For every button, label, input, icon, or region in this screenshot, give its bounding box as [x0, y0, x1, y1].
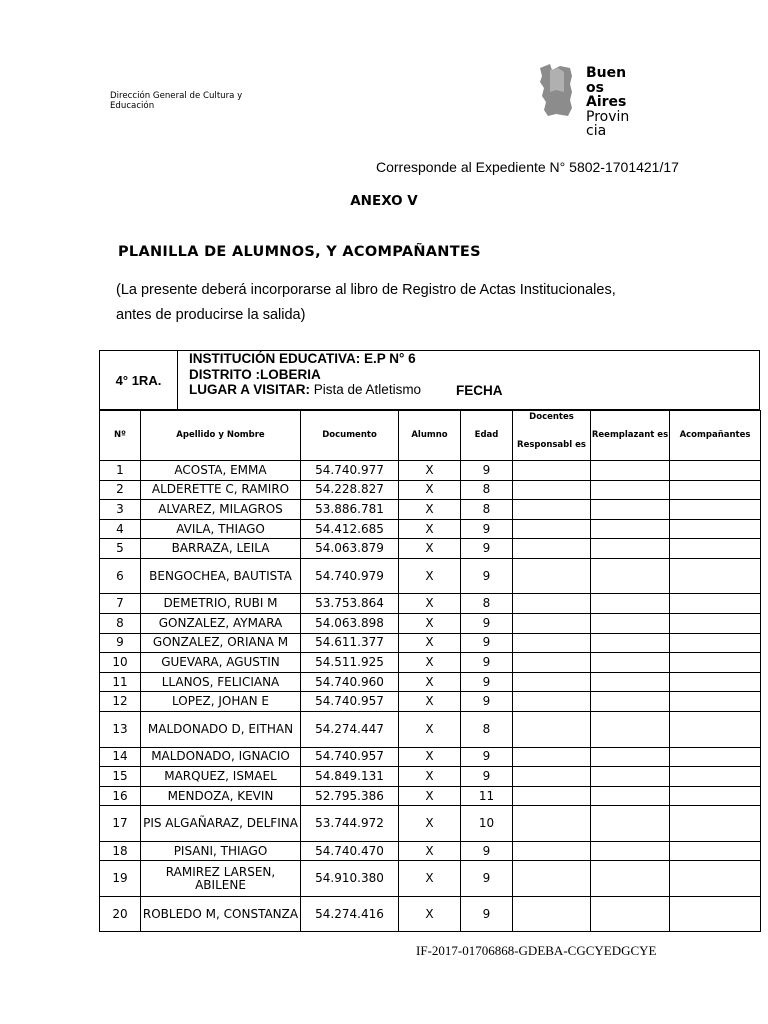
col-responsables-label: Responsabl es [517, 440, 586, 450]
cell-reemplazantes [591, 672, 670, 692]
table-row [100, 614, 761, 634]
cell-docentes [513, 519, 591, 539]
expediente-reference: Corresponde al Expediente N° 5802-1701421/17 [376, 159, 679, 175]
cell-acompanantes [670, 841, 761, 861]
cell-document: 54.740.979 [301, 558, 399, 594]
cell-number: 10 [100, 653, 141, 673]
cell-name: LLANOS, FELICIANA [141, 672, 301, 692]
cell-age: 9 [461, 519, 513, 539]
cell-age: 8 [461, 500, 513, 520]
cell-student: X [399, 861, 461, 897]
cell-student: X [399, 614, 461, 634]
cell-document: 54.063.898 [301, 614, 399, 634]
cell-student: X [399, 480, 461, 500]
cell-age: 9 [461, 896, 513, 932]
department-name: Dirección General de Cultura y Educación [110, 91, 243, 111]
cell-document: 54.740.977 [301, 461, 399, 481]
cell-acompanantes [670, 767, 761, 787]
cell-docentes [513, 461, 591, 481]
cell-acompanantes [670, 480, 761, 500]
cell-document: 54.611.377 [301, 633, 399, 653]
cell-reemplazantes [591, 861, 670, 897]
cell-docentes [513, 786, 591, 806]
cell-name: ACOSTA, EMMA [141, 461, 301, 481]
col-docentes [513, 411, 591, 461]
cell-reemplazantes [591, 747, 670, 767]
cell-docentes [513, 653, 591, 673]
anexo-title: ANEXO V [350, 193, 418, 209]
cell-document: 53.744.972 [301, 806, 399, 842]
col-reemplazantes: Reemplazant es [591, 411, 670, 461]
planilla-title: PLANILLA DE ALUMNOS, Y ACOMPAÑANTES [118, 244, 481, 260]
cell-age: 9 [461, 841, 513, 861]
cell-docentes [513, 692, 591, 712]
cell-reemplazantes [591, 633, 670, 653]
cell-number: 6 [100, 558, 141, 594]
cell-number: 5 [100, 539, 141, 559]
cell-age: 9 [461, 539, 513, 559]
cell-student: X [399, 747, 461, 767]
cell-docentes [513, 558, 591, 594]
cell-acompanantes [670, 519, 761, 539]
cell-docentes [513, 480, 591, 500]
cell-student: X [399, 896, 461, 932]
cell-name: RAMIREZ LARSEN, ABILENE [141, 861, 301, 897]
cell-student: X [399, 712, 461, 748]
cell-document: 54.511.925 [301, 653, 399, 673]
cell-name: PISANI, THIAGO [141, 841, 301, 861]
logo-line-2: os [586, 79, 604, 96]
cell-student: X [399, 672, 461, 692]
cell-document: 54.740.957 [301, 747, 399, 767]
cell-age: 9 [461, 633, 513, 653]
col-name: Apellido y Nombre [141, 411, 301, 461]
cell-name: PIS ALGAÑARAZ, DELFINA [141, 806, 301, 842]
cell-acompanantes [670, 653, 761, 673]
visit-value: Pista de Atletismo [313, 382, 422, 397]
institution-header [99, 350, 760, 410]
cell-acompanantes [670, 500, 761, 520]
students-table [99, 410, 761, 932]
cell-name: BARRAZA, LEILA [141, 539, 301, 559]
cell-document: 53.753.864 [301, 594, 399, 614]
table-row [100, 539, 761, 559]
cell-document: 54.274.416 [301, 896, 399, 932]
cell-age: 11 [461, 786, 513, 806]
table-row [100, 480, 761, 500]
cell-acompanantes [670, 614, 761, 634]
cell-name: MENDOZA, KEVIN [141, 786, 301, 806]
cell-name: ALDERETTE C, RAMIRO [141, 480, 301, 500]
cell-number: 2 [100, 480, 141, 500]
cell-number: 20 [100, 896, 141, 932]
cell-name: LOPEZ, JOHAN E [141, 692, 301, 712]
institution-line [189, 351, 421, 367]
cell-acompanantes [670, 633, 761, 653]
cell-number: 9 [100, 633, 141, 653]
note-line-2: antes de producirse la salida) [116, 307, 306, 323]
cell-document: 52.795.386 [301, 786, 399, 806]
table-row [100, 767, 761, 787]
cell-age: 8 [461, 594, 513, 614]
table-row [100, 861, 761, 897]
cell-student: X [399, 519, 461, 539]
cell-number: 7 [100, 594, 141, 614]
cell-name: GONZALEZ, AYMARA [141, 614, 301, 634]
cell-name: ROBLEDO M, CONSTANZA [141, 896, 301, 932]
table-row [100, 786, 761, 806]
cell-acompanantes [670, 747, 761, 767]
cell-name: GUEVARA, AGUSTIN [141, 653, 301, 673]
cell-student: X [399, 653, 461, 673]
cell-student: X [399, 841, 461, 861]
district-line [189, 367, 421, 383]
table-row [100, 841, 761, 861]
cell-reemplazantes [591, 558, 670, 594]
cell-age: 9 [461, 747, 513, 767]
col-document: Documento [301, 411, 399, 461]
cell-document: 54.910.380 [301, 861, 399, 897]
cell-document: 54.412.685 [301, 519, 399, 539]
cell-acompanantes [670, 558, 761, 594]
cell-student: X [399, 594, 461, 614]
cell-student: X [399, 633, 461, 653]
logo-line-5: cia [586, 123, 607, 139]
cell-reemplazantes [591, 653, 670, 673]
cell-age: 9 [461, 692, 513, 712]
note-line-1: (La presente deberá incorporarse al libro de Registro de Actas Institucionales, [116, 282, 616, 298]
cell-reemplazantes [591, 614, 670, 634]
cell-acompanantes [670, 896, 761, 932]
cell-reemplazantes [591, 480, 670, 500]
cell-docentes [513, 861, 591, 897]
cell-name: MALDONADO D, EITHAN [141, 712, 301, 748]
cell-acompanantes [670, 539, 761, 559]
col-student: Alumno [399, 411, 461, 461]
cell-document: 54.740.960 [301, 672, 399, 692]
visit-line [189, 382, 421, 398]
cell-reemplazantes [591, 786, 670, 806]
cell-number: 4 [100, 519, 141, 539]
cell-docentes [513, 712, 591, 748]
cell-acompanantes [670, 712, 761, 748]
cell-number: 11 [100, 672, 141, 692]
cell-number: 14 [100, 747, 141, 767]
cell-student: X [399, 806, 461, 842]
cell-acompanantes [670, 672, 761, 692]
table-row [100, 519, 761, 539]
cell-number: 16 [100, 786, 141, 806]
cell-document: 54.274.447 [301, 712, 399, 748]
cell-age: 10 [461, 806, 513, 842]
cell-student: X [399, 767, 461, 787]
cell-reemplazantes [591, 806, 670, 842]
col-age: Edad [461, 411, 513, 461]
col-docentes-label: Docentes [529, 412, 574, 422]
cell-docentes [513, 500, 591, 520]
cell-reemplazantes [591, 767, 670, 787]
cell-acompanantes [670, 786, 761, 806]
cell-student: X [399, 539, 461, 559]
cell-number: 19 [100, 861, 141, 897]
cell-number: 8 [100, 614, 141, 634]
cell-document: 54.740.470 [301, 841, 399, 861]
cell-student: X [399, 500, 461, 520]
table-row [100, 712, 761, 748]
cell-document: 53.886.781 [301, 500, 399, 520]
cell-number: 17 [100, 806, 141, 842]
grade-label: 4° 1RA. [100, 351, 178, 409]
cell-student: X [399, 692, 461, 712]
cell-reemplazantes [591, 500, 670, 520]
cell-acompanantes [670, 692, 761, 712]
table-row [100, 500, 761, 520]
cell-number: 15 [100, 767, 141, 787]
cell-document: 54.740.957 [301, 692, 399, 712]
cell-docentes [513, 594, 591, 614]
cell-reemplazantes [591, 712, 670, 748]
cell-name: BENGOCHEA, BAUTISTA [141, 558, 301, 594]
logo-line-1: Buen [586, 65, 627, 81]
cell-document: 54.228.827 [301, 480, 399, 500]
cell-docentes [513, 767, 591, 787]
institution-value: E.P N° 6 [364, 351, 416, 366]
cell-name: MARQUEZ, ISMAEL [141, 767, 301, 787]
cell-acompanantes [670, 806, 761, 842]
table-row [100, 558, 761, 594]
cell-age: 9 [461, 614, 513, 634]
institution-info [189, 351, 421, 398]
cell-age: 9 [461, 767, 513, 787]
table-row [100, 692, 761, 712]
cell-reemplazantes [591, 461, 670, 481]
cell-age: 8 [461, 480, 513, 500]
district-label: DISTRITO : [189, 366, 261, 382]
cell-age: 9 [461, 653, 513, 673]
cell-name: AVILA, THIAGO [141, 519, 301, 539]
cell-name: DEMETRIO, RUBI M [141, 594, 301, 614]
cell-docentes [513, 672, 591, 692]
cell-name: GONZALEZ, ORIANA M [141, 633, 301, 653]
cell-reemplazantes [591, 539, 670, 559]
document-code: IF-2017-01706868-GDEBA-CGCYEDGCYE [416, 943, 657, 958]
cell-reemplazantes [591, 841, 670, 861]
table-row [100, 594, 761, 614]
cell-acompanantes [670, 594, 761, 614]
cell-student: X [399, 461, 461, 481]
table-row [100, 806, 761, 842]
cell-age: 8 [461, 712, 513, 748]
logo-wordmark [586, 66, 629, 139]
table-row [100, 653, 761, 673]
cell-document: 54.849.131 [301, 767, 399, 787]
cell-acompanantes [670, 861, 761, 897]
table-row [100, 896, 761, 932]
cell-number: 12 [100, 692, 141, 712]
cell-acompanantes [670, 461, 761, 481]
institution-label: INSTITUCIÓN EDUCATIVA: [189, 351, 361, 366]
cell-docentes [513, 539, 591, 559]
cell-docentes [513, 747, 591, 767]
cell-age: 9 [461, 461, 513, 481]
cell-number: 18 [100, 841, 141, 861]
cell-reemplazantes [591, 519, 670, 539]
cell-reemplazantes [591, 594, 670, 614]
logo-line-3: Aires [586, 94, 627, 110]
cell-document: 54.063.879 [301, 539, 399, 559]
district-value: LOBERIA [260, 366, 321, 382]
cell-number: 1 [100, 461, 141, 481]
cell-age: 9 [461, 861, 513, 897]
cell-student: X [399, 558, 461, 594]
cell-docentes [513, 633, 591, 653]
cell-docentes [513, 806, 591, 842]
cell-name: MALDONADO, IGNACIO [141, 747, 301, 767]
table-row [100, 461, 761, 481]
table-row [100, 633, 761, 653]
table-header-row [100, 411, 761, 461]
table-row [100, 747, 761, 767]
cell-reemplazantes [591, 692, 670, 712]
visit-label: LUGAR A VISITAR: [189, 382, 310, 397]
cell-name: ALVAREZ, MILAGROS [141, 500, 301, 520]
cell-docentes [513, 841, 591, 861]
col-number: Nº [100, 411, 141, 461]
cell-docentes [513, 614, 591, 634]
table-row [100, 672, 761, 692]
cell-docentes [513, 896, 591, 932]
cell-number: 13 [100, 712, 141, 748]
date-label: FECHA [456, 383, 503, 398]
cell-student: X [399, 786, 461, 806]
logo-line-4: Provin [586, 108, 630, 125]
cell-age: 9 [461, 558, 513, 594]
provincia-logo [536, 62, 646, 142]
cell-age: 9 [461, 672, 513, 692]
provincia-logo-icon [536, 62, 576, 118]
cell-number: 3 [100, 500, 141, 520]
cell-reemplazantes [591, 896, 670, 932]
col-acompanantes: Acompañantes [670, 411, 761, 461]
